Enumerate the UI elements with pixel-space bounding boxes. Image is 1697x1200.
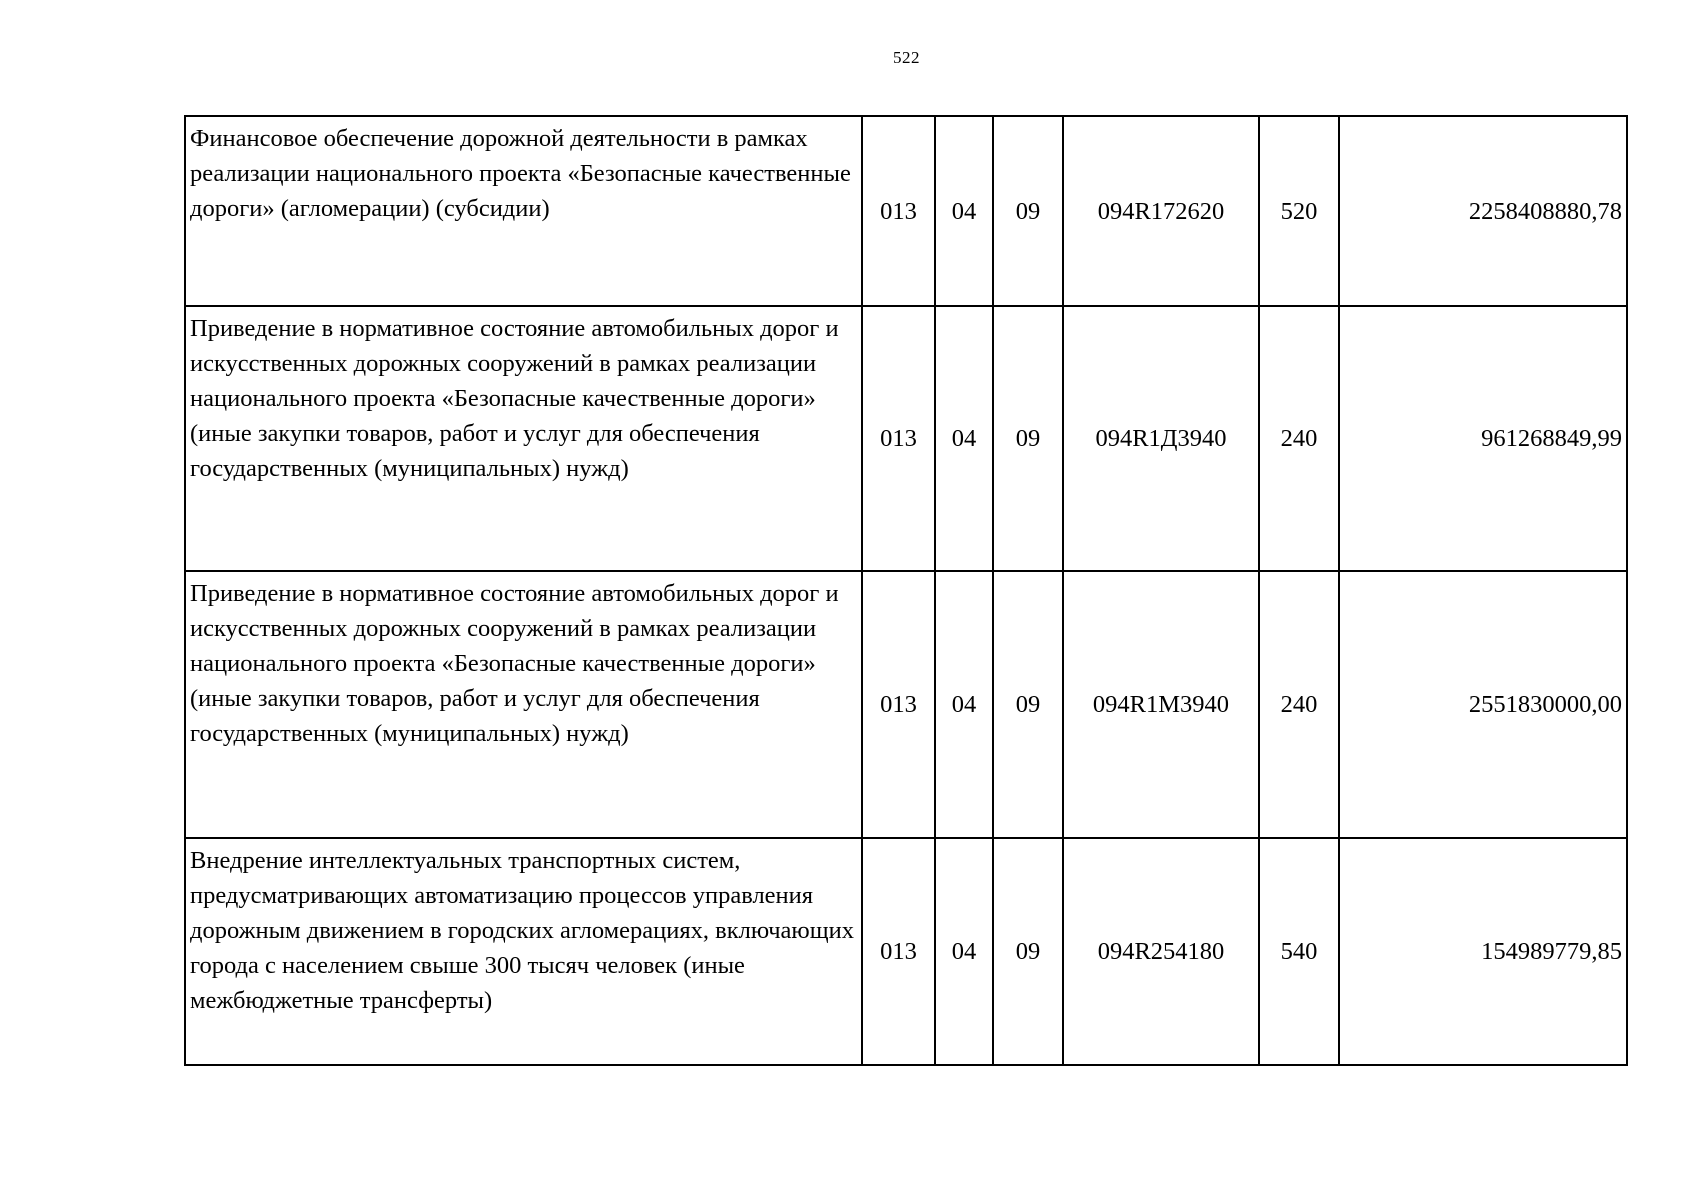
row-description: Приведение в нормативное состояние автомобильных дорог и искусственных дорожных сооружений в рамках реализации национального проекта «Безопасные качественные дороги» (иные закупки товаров, работ и услуг для обеспечения государственных (муниципальных) нужд) [185,571,862,838]
row-target-article: 094R172620 [1063,116,1259,306]
row-expense-type: 520 [1259,116,1339,306]
row-ministry-code: 013 [862,306,935,571]
row-amount: 2258408880,78 [1339,116,1627,306]
row-expense-type: 240 [1259,571,1339,838]
row-ministry-code: 013 [862,571,935,838]
row-target-article: 094R1М3940 [1063,571,1259,838]
row-description: Финансовое обеспечение дорожной деятельности в рамках реализации национального проекта «Безопасные качественные дороги» (агломерации) (субсидии) [185,116,862,306]
row-target-article: 094R254180 [1063,838,1259,1065]
row-amount: 154989779,85 [1339,838,1627,1065]
row-description: Внедрение интеллектуальных транспортных систем, предусматривающих автоматизацию процессов управления дорожным движением в городских агломерациях, включающих города с населением свыше 300 тысяч человек (иные межбюджетные трансферты) [185,838,862,1065]
row-section-code: 04 [935,571,993,838]
table-row [185,306,1627,571]
budget-table [184,115,1628,1066]
row-subsection-code: 09 [993,116,1063,306]
row-description: Приведение в нормативное состояние автомобильных дорог и искусственных дорожных сооружений в рамках реализации национального проекта «Безопасные качественные дороги» (иные закупки товаров, работ и услуг для обеспечения государственных (муниципальных) нужд) [185,306,862,571]
row-subsection-code: 09 [993,571,1063,838]
page-number: 522 [893,48,920,67]
row-subsection-code: 09 [993,838,1063,1065]
row-expense-type: 240 [1259,306,1339,571]
row-amount: 961268849,99 [1339,306,1627,571]
row-subsection-code: 09 [993,306,1063,571]
table-row [185,116,1627,306]
row-target-article: 094R1Д3940 [1063,306,1259,571]
row-amount: 2551830000,00 [1339,571,1627,838]
row-ministry-code: 013 [862,116,935,306]
row-section-code: 04 [935,838,993,1065]
row-expense-type: 540 [1259,838,1339,1065]
table-row [185,571,1627,838]
row-ministry-code: 013 [862,838,935,1065]
table-row [185,838,1627,1065]
row-section-code: 04 [935,306,993,571]
row-section-code: 04 [935,116,993,306]
